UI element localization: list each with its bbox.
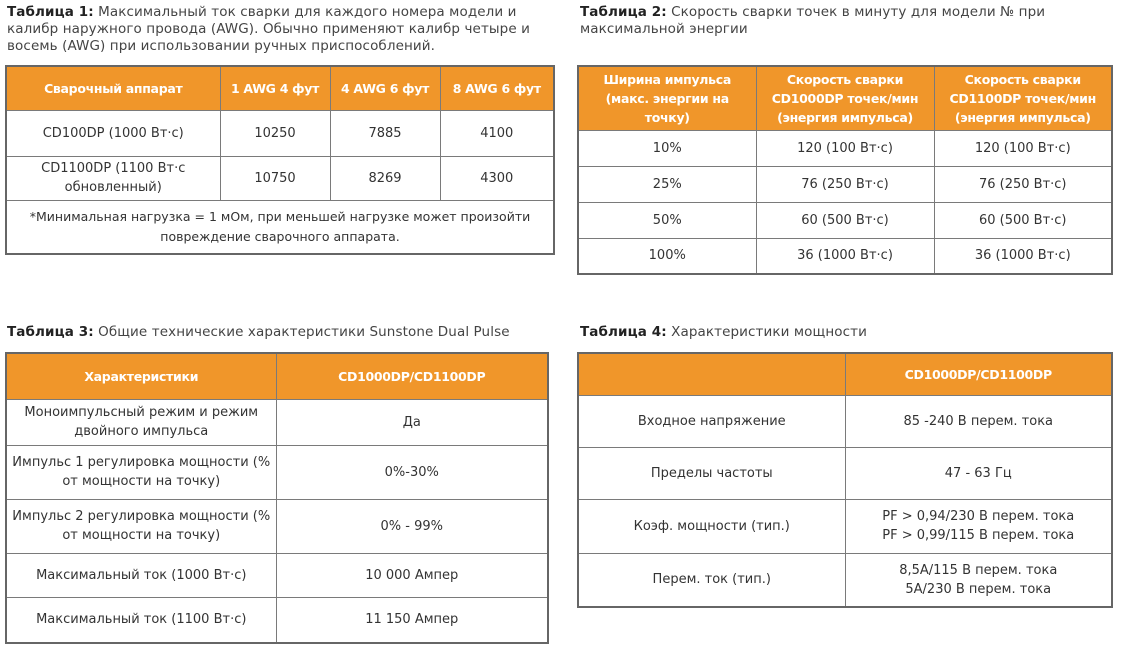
table3-caption [7,324,555,341]
table1-header-cell: 4 AWG 6 фут [330,66,440,110]
table3-cell: Да [276,399,548,445]
table3-cell: Максимальный ток (1100 Вт·с) [6,597,276,643]
table2-header-cell: Скорость сварки CD1100DP точек/мин (энергия импульса) [934,66,1112,130]
table1-cell: 10250 [220,110,330,156]
table3-cell: Импульс 2 регулировка мощности (% от мощности на точку) [6,499,276,553]
table-row [578,499,1112,553]
table4-cell-line: 5A/230 В перем. тока [905,581,1052,597]
table4-cell: Коэф. мощности (тип.) [578,499,845,553]
table2-cell: 10% [578,130,756,166]
table3-caption-text: Общие технические характеристики Sunstone Dual Pulse [93,324,510,340]
table-row [6,445,548,499]
table3-header-cell: Характеристики [6,353,276,399]
table3-caption-label: Таблица 3: [7,324,94,340]
table-row [578,447,1112,499]
table2-cell: 120 (100 Вт·с) [756,130,934,166]
table1-cell: 10750 [220,156,330,200]
table1-header-cell: 1 AWG 4 фут [220,66,330,110]
table4-cell-line: 8,5A/115 В перем. тока [899,562,1058,578]
table-row [6,553,548,597]
table1-cell: 8269 [330,156,440,200]
table2-cell: 120 (100 Вт·с) [934,130,1112,166]
table2-header-cell: Скорость сварки CD1000DP точек/мин (энергия импульса) [756,66,934,130]
table3-header-cell: CD1000DP/CD1100DP [276,353,548,399]
table-row [578,395,1112,447]
table4-cell [845,499,1112,553]
table4-caption [580,324,1080,341]
table2-cell: 60 (500 Вт·с) [756,202,934,238]
table-row [578,553,1112,607]
table4-cell [845,553,1112,607]
table4-cell-line: PF > 0,99/115 В перем. тока [882,528,1075,543]
table-row [578,130,1112,166]
table1-caption-label: Таблица 1: [7,4,94,20]
table-row [578,238,1112,274]
table2-cell: 60 (500 Вт·с) [934,202,1112,238]
table4-cell: Пределы частоты [578,447,845,499]
table2-cell: 76 (250 Вт·с) [934,166,1112,202]
table-row [6,597,548,643]
table4-cell-line: PF > 0,94/230 В перем. тока [882,509,1075,524]
table-row [6,156,554,200]
table4-cell: 85 -240 В перем. тока [845,395,1112,447]
table1-caption-text: Максимальный ток сварки для каждого номера модели и калибр наружного провода (AWG). Обычно применяют калибр четыре и восемь (AWG) при использовании ручных приспособлений. [7,4,531,54]
table2-header-cell: Ширина импульса (макс. энергии на точку) [578,66,756,130]
table3-cell: 0% - 99% [276,499,548,553]
table1-cell: CD100DP (1000 Вт·с) [6,110,220,156]
table2-cell: 25% [578,166,756,202]
table1-cell: 4100 [440,110,554,156]
table2-caption [580,4,1080,38]
table1-caption [7,4,555,55]
table4 [577,352,1113,608]
table2-caption-text: Скорость сварки точек в минуту для модели № при максимальной энергии [580,4,1046,37]
table4-header-cell [578,353,845,395]
table4-caption-text: Характеристики мощности [666,324,868,340]
table3-cell: 0%-30% [276,445,548,499]
table2-caption-label: Таблица 2: [580,4,667,20]
table4-cell: Входное напряжение [578,395,845,447]
table2-cell: 50% [578,202,756,238]
table-row [578,202,1112,238]
table3-cell: 10 000 Ампер [276,553,548,597]
table3-cell: Моноимпульсный режим и режим двойного импульса [6,399,276,445]
table-row [6,399,548,445]
table1-cell: 7885 [330,110,440,156]
table2-cell: 36 (1000 Вт·с) [934,238,1112,274]
table2-cell: 36 (1000 Вт·с) [756,238,934,274]
table2-cell: 76 (250 Вт·с) [756,166,934,202]
table1-footnote: *Минимальная нагрузка = 1 мОм, при меньшей нагрузке может произойти повреждение сварочного аппарата. [6,200,554,254]
table4-header-cell: CD1000DP/CD1100DP [845,353,1112,395]
table2 [577,65,1113,275]
table2-cell: 100% [578,238,756,274]
table3-cell: 11 150 Ампер [276,597,548,643]
table3-cell: Максимальный ток (1000 Вт·с) [6,553,276,597]
table-row [6,110,554,156]
table1-cell: 4300 [440,156,554,200]
table-row [578,166,1112,202]
table1 [5,65,555,255]
table1-header-cell: 8 AWG 6 фут [440,66,554,110]
table-row [6,499,548,553]
table4-caption-label: Таблица 4: [580,324,667,340]
table4-cell: 47 - 63 Гц [845,447,1112,499]
table3-cell: Импульс 1 регулировка мощности (% от мощности на точку) [6,445,276,499]
table3 [5,352,549,644]
table4-cell: Перем. ток (тип.) [578,553,845,607]
table1-header-cell: Сварочный аппарат [6,66,220,110]
table1-cell: CD1100DP (1100 Вт·с обновленный) [6,156,220,200]
